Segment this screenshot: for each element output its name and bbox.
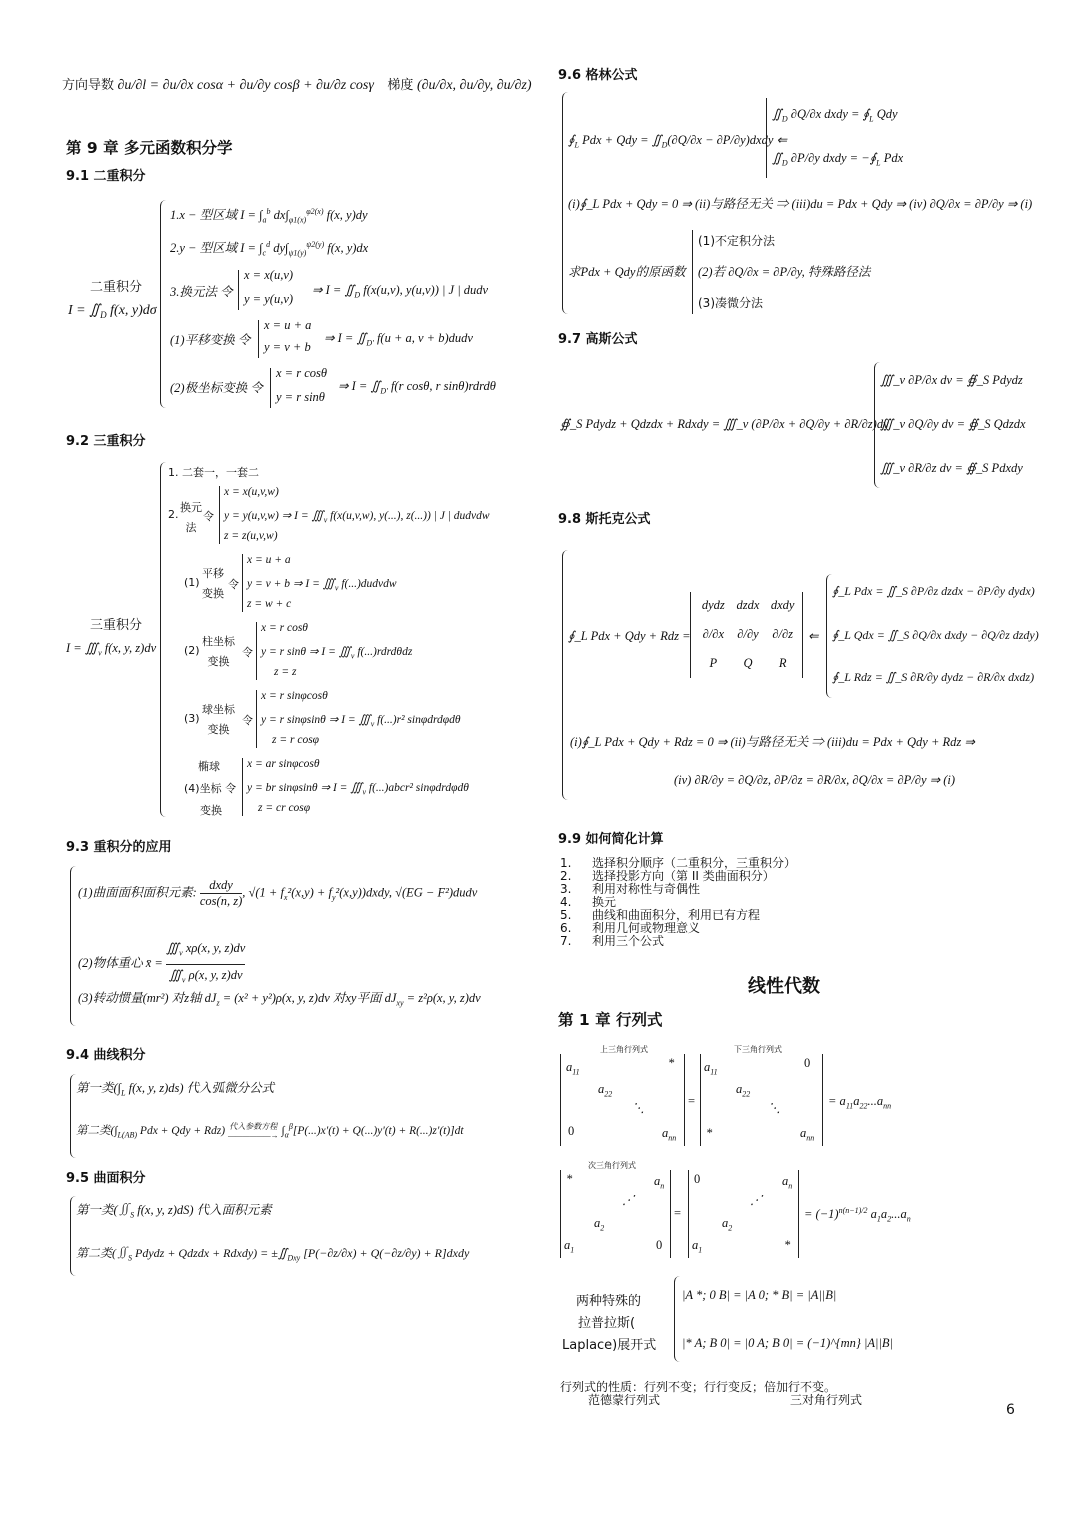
stokes-arrow: ⇐ [808, 629, 819, 643]
matrix-entry: * [706, 1126, 713, 1140]
double-integral-item: x = u + a [264, 318, 312, 332]
triangular-result: = $a_{11}a_{22}...a_{nn}$ [828, 1094, 892, 1111]
matrix-entry: $a_{11}$ [566, 1060, 580, 1077]
section-9-9-title: 9.9 如何简化计算 [558, 832, 664, 847]
primitive-item: (2)若 ∂Q/∂x = ∂P/∂y, 特殊路径法 [698, 265, 871, 279]
matrix-entry: ⋱ [632, 1101, 645, 1115]
double-integral-item: 2.y − 型区域 $I = \int_c^d$ $dy\int_{\psi 1(y)}^{\psi 2(y)}$ f(x, y)dx [170, 239, 369, 258]
determinant-bar [560, 1054, 561, 1146]
brace [242, 758, 243, 816]
brace [270, 368, 271, 408]
stokes-item: ∮_L Pdx = ∬_S ∂P/∂z dzdx − ∂P/∂y dydx) [832, 584, 1035, 598]
triple-integral-item: 2. [168, 508, 179, 521]
gauss-item: ∭_v ∂Q/∂y dv = ∯_S Qdzdx [880, 417, 1026, 431]
triple-integral-item: 1. 二套一，一套二 [168, 466, 259, 479]
matrix-entry: * [566, 1172, 573, 1186]
double-integral-item: ⇒ $I = ∬_D$ f(x(u,v), y(u,v)) | J | dudv [312, 283, 489, 300]
laplace-label: Laplace)展开式 [562, 1338, 657, 1353]
laplace-formula: |A *; 0 B| = |A 0; * B| = |A||B| [682, 1288, 837, 1302]
triple-integral-item: y = r sinφsinθ ⇒ $I = ∭_v$ f(...)r² sinφdrdφdθ [261, 714, 461, 729]
surface-integral-first: 第一类($∬_S$ f(x, y, z)dS) 代入面积元素 [76, 1203, 272, 1220]
green-sub: $∬_D$ ∂P/∂y dxdy = $-∮_L$ Pdx [772, 151, 904, 168]
triple-integral-item: y = v + b ⇒ $I = ∭_v$ f(...)dudvdw [247, 578, 397, 593]
matrix-entry: ⋰ [622, 1193, 635, 1207]
det-cell: dxdy [770, 598, 795, 612]
triple-integral-item: 换元 法 [180, 501, 202, 534]
triple-integral-item: 平移 变换 [202, 567, 224, 600]
det-cell: R [778, 656, 787, 670]
matrix-entry: 0 [804, 1056, 811, 1070]
triple-integral-item: (4)坐标 令 [184, 782, 237, 795]
double-integral-item: y = v + b [264, 340, 311, 354]
section-9-4-title: 9.4 曲线积分 [66, 1048, 146, 1063]
stokes-determinant [696, 598, 800, 671]
gauss-formula: ∯_S Pdydz + Qdzdx + Rdxdy = ∭_v (∂P/∂x + ∂Q/∂y + ∂R/∂z)dv [560, 417, 889, 431]
section-9-3-title: 9.3 重积分的应用 [66, 840, 172, 855]
list-item: 7. 利用三个公式 [560, 934, 665, 948]
matrix-entry: * [784, 1238, 791, 1252]
matrix-entry: $a_2$ [594, 1216, 605, 1233]
matrix-entry: $a_2$ [722, 1216, 733, 1233]
laplace-label: 拉普拉斯( [578, 1316, 636, 1331]
matrix-entry: $a_{22}$ [736, 1082, 751, 1099]
double-integral-item: y = r sinθ [276, 390, 325, 404]
determinant-bar [560, 1170, 561, 1258]
matrix-entry: $a_1$ [564, 1238, 575, 1255]
matrix-entry: $a_{22}$ [598, 1082, 613, 1099]
triple-integral-item: z = z [274, 666, 297, 678]
double-integral-item: y = y(u,v) [244, 292, 294, 306]
det-cell: dzdx [736, 598, 760, 612]
det-cell: ∂/∂x [702, 627, 725, 641]
double-integral-item: (2)极坐标变换 令 [170, 381, 263, 395]
brace [258, 320, 259, 358]
determinant-bar [684, 1054, 685, 1146]
triple-integral-item: (1) [184, 576, 200, 589]
matrix-entry: ⋰ [750, 1193, 763, 1207]
secondary-triangular-label: 次三角行列式 [588, 1161, 636, 1170]
linear-algebra-title: 线性代数 [748, 976, 820, 997]
triple-integral-label: 三重积分 [90, 618, 143, 633]
triple-integral-item: x = u + a [247, 554, 291, 566]
matrix-entry: 0 [694, 1172, 701, 1186]
list-item: 3. 利用对称性与奇偶性 [560, 882, 701, 896]
matrix-entry: $a_1$ [692, 1238, 703, 1255]
matrix-entry: 0 [656, 1238, 663, 1252]
triple-integral-item: 令 [242, 646, 253, 659]
triple-integral-item: 球坐标 变换 [202, 703, 235, 736]
triple-integral-item: 柱坐标 变换 [202, 635, 235, 668]
determinant-bar [690, 592, 691, 678]
equals-sign: = [674, 1206, 682, 1220]
page-number: 6 [1006, 1402, 1015, 1418]
list-item: 4. 换元 [560, 895, 617, 909]
triple-integral-item: y = br sinφsinθ ⇒ $I = ∭_v$ f(...)abcr² sinφdrdφdθ [247, 782, 469, 797]
equals-sign: = [688, 1094, 696, 1108]
list-item: 6. 利用几何或物理意义 [560, 921, 701, 935]
brace [692, 230, 693, 314]
list-item: 5. 曲线和曲面积分，利用已有方程 [560, 908, 761, 922]
det-cell: ∂/∂y [737, 627, 759, 641]
determinant-properties: 行列式的性质：行列不变；行行变反；倍加行不变。 [560, 1380, 837, 1394]
double-integral-label: 二重积分 [90, 280, 143, 295]
upper-triangular-label: 上三角行列式 [600, 1045, 648, 1054]
determinant-bar [798, 1170, 799, 1258]
stokes-formula: ∮_L Pdx + Qdy + Rdz = [568, 629, 691, 643]
det-cell: ∂/∂z [772, 627, 794, 641]
application-item: (2)物体重心 x̄ = $∭_v$ xρ(x, y, z)dv $∭_v$ ρ(x, y, z)dv [78, 938, 245, 990]
triple-integral-item: y = r sinθ ⇒ $I = ∭_v$ f(...)rdrdθdz [261, 646, 413, 661]
double-integral-def: $I = ∬_D$ f(x, y)dσ [68, 303, 157, 320]
determinant-bar [802, 592, 803, 678]
triple-integral-item: (3) [184, 712, 200, 725]
section-9-6-title: 9.6 格林公式 [558, 68, 638, 83]
matrix-entry: $a_n$ [782, 1174, 793, 1191]
brace [219, 486, 220, 544]
line-integral-second: 第二类($\int_{L(AB)}$ Pdx + Qdy + Rdz) 代入参数方程 ——————→ $\int_\alpha^\beta[P(...)x'(t) + Q(...)y'(t) + R(...)z'(t)]dt$ [76, 1122, 464, 1141]
det-cell: Q [743, 656, 753, 670]
section-9-8-title: 9.8 斯托克公式 [558, 512, 651, 527]
brace [256, 622, 257, 680]
secondary-result: = $(-1)^{n(n-1)/2}$ $a_1a_2...a_n$ [804, 1206, 911, 1224]
brace [160, 200, 169, 408]
section-9-5-title: 9.5 曲面积分 [66, 1171, 146, 1186]
application-item: (1)曲面面积面积元素: dxdy cos(n, z), $√(1 + f_x^2(x,y)$ + $f_y^2(x,y))dxdy$, √(EG − F²)dudv [78, 878, 478, 908]
matrix-entry: $a_{nn}$ [662, 1126, 677, 1143]
gauss-item: ∭_v ∂P/∂x dv = ∯_S Pdydz [880, 373, 1023, 387]
surface-integral-second: 第二类($∬_S$ Pdydz + Qdzdx + Rdxdy) = $\pm∬_{Dxy}$ [P(−∂z/∂x) + Q(−∂z/∂y) + R]dxdy [76, 1246, 470, 1263]
stokes-item: ∮_L Rdz = ∬_S ∂R/∂y dydz − ∂R/∂x dxdz) [832, 670, 1035, 684]
green-chain: (i)∮_L Pdx + Qdy = 0 ⇒ (ii)与路径无关 ⇒ (iii)du = Pdx + Qdy ⇒ (iv) ∂Q/∂x = ∂P/∂y ⇒ (i) [568, 197, 1033, 211]
green-primitive-label: 求Pdx + Qdy的原函数 [568, 265, 686, 279]
determinant-bar [700, 1054, 701, 1146]
triple-integral-item: x = r sinφcosθ [261, 690, 328, 702]
stokes-item: ∮_L Qdx = ∬_S ∂Q/∂x dxdy − ∂Q/∂z dzdy) [832, 628, 1039, 642]
matrix-entry: $a_{nn}$ [800, 1126, 815, 1143]
green-formula: $∮_L$ Pdx + Qdy = $∬_D(\partial Q/\partial x$ − ∂P/∂y)dxdy ⇐ [568, 133, 787, 150]
triple-integral-item: x = r cosθ [261, 622, 308, 634]
matrix-entry: ⋱ [768, 1101, 781, 1115]
section-9-2-title: 9.2 三重积分 [66, 434, 146, 449]
brace [562, 550, 571, 800]
gauss-item: ∭_v ∂R/∂z dv = ∯_S Pdxdy [880, 461, 1023, 475]
primitive-item: (3)凑微分法 [698, 296, 763, 310]
chapter-1-title: 第 1 章 行列式 [558, 1011, 663, 1029]
triple-integral-item: y = y(u,v,w) ⇒ $I = ∭_v$ f(x(u,v,w), y(...), z(...)) | J | dudvdw [224, 510, 490, 525]
brace [766, 98, 767, 178]
brace [256, 690, 257, 748]
list-item: 2. 选择投影方向（第 II 类曲面积分） [560, 869, 775, 883]
list-item: 1. 选择积分顺序（二重积分，三重积分） [560, 856, 797, 870]
triple-integral-item: 令 [203, 510, 214, 523]
double-integral-item: ⇒ $I = ∬_{D'}$ f(u + a, v + b)dudv [324, 331, 473, 348]
directional-derivative-formula: 方向导数 ∂u/∂l = ∂u/∂x cosα + ∂u/∂y cosβ + ∂u/∂z cosγ 梯度 (∂u/∂x, ∂u/∂y, ∂u/∂z) [62, 78, 532, 93]
triple-integral-item: z = r cosφ [272, 734, 320, 746]
double-integral-item: ⇒ $I = ∬_{D'}$ f(r cosθ, r sinθ)rdrdθ [338, 379, 496, 396]
determinant-bar [822, 1054, 823, 1146]
triple-integral-item: z = z(u,v,w) [224, 530, 278, 542]
determinant-bar [688, 1170, 689, 1258]
matrix-entry: 0 [568, 1124, 575, 1138]
det-cell: dydz [701, 598, 725, 612]
tridiagonal-label: 三对角行列式 [790, 1393, 863, 1407]
vandermonde-label: 范德蒙行列式 [588, 1393, 661, 1407]
double-integral-item: x = r cosθ [276, 366, 328, 380]
stokes-chain: (i)∮_L Pdx + Qdy + Rdz = 0 ⇒ (ii)与路径无关 ⇒ (iii)du = Pdx + Qdy + Rdz ⇒ [570, 735, 975, 749]
double-integral-item: (1)平移变换 令 [170, 333, 251, 347]
triple-integral-item: z = cr cosφ [258, 802, 311, 814]
matrix-entry: $a_{11}$ [704, 1060, 718, 1077]
triple-integral-item: 令 [242, 714, 253, 727]
green-sub: $∬_D$ ∂Q/∂x dxdy = $∮_L$ Qdy [772, 107, 898, 124]
laplace-label: 两种特殊的 [576, 1294, 642, 1309]
triple-integral-def: $I = ∭_v$ f(x, y, z)dv [66, 641, 157, 658]
triple-integral-item: x = x(u,v,w) [224, 486, 279, 498]
application-item: (3)转动惯量(mr²) 对z轴 $dJ_z = (x^2 + y^2)\rho(x$, y, z)dv 对xy平面 $dJ_{xy} = z^2\rho(x$, y, z)dv [78, 991, 481, 1008]
section-9-1-title: 9.1 二重积分 [66, 169, 146, 184]
stokes-chain: (iv) ∂R/∂y = ∂Q/∂z, ∂P/∂z = ∂R/∂x, ∂Q/∂x = ∂P/∂y ⇒ (i) [674, 773, 956, 787]
triple-integral-item: z = w + c [247, 598, 292, 610]
brace [242, 554, 243, 612]
triple-integral-item: (2) [184, 644, 200, 657]
double-integral-item: 3.换元法 令 [170, 285, 233, 299]
section-9-7-title: 9.7 高斯公式 [558, 332, 638, 347]
triple-integral-item: 椭球 [198, 760, 220, 773]
double-integral-item: 1.x − 型区域 $I = \int_a^b$ $dx\int_{\varphi 1(x)}^{\varphi 2(x)}$ f(x, y)dy [170, 206, 368, 225]
chapter-9-title: 第 9 章 多元函数积分学 [66, 139, 233, 157]
determinant-bar [670, 1170, 671, 1258]
brace [238, 270, 239, 310]
matrix-entry: $a_n$ [654, 1174, 665, 1191]
line-integral-first: 第一类($\int_L$ f(x, y, z)ds) 代入弧微分公式 [76, 1081, 275, 1098]
triple-integral-item: 变换 [200, 804, 222, 817]
lower-triangular-label: 下三角行列式 [734, 1045, 782, 1054]
triple-integral-item: 令 [228, 578, 239, 591]
laplace-formula: |* A; B 0| = |0 A; B 0| = (−1)^{mn} |A||B| [682, 1336, 893, 1350]
primitive-item: (1)不定积分法 [698, 234, 775, 248]
matrix-entry: * [668, 1056, 675, 1070]
double-integral-item: x = x(u,v) [244, 268, 294, 282]
triple-integral-item: x = ar sinφcosθ [247, 758, 320, 770]
det-cell: P [709, 656, 718, 670]
